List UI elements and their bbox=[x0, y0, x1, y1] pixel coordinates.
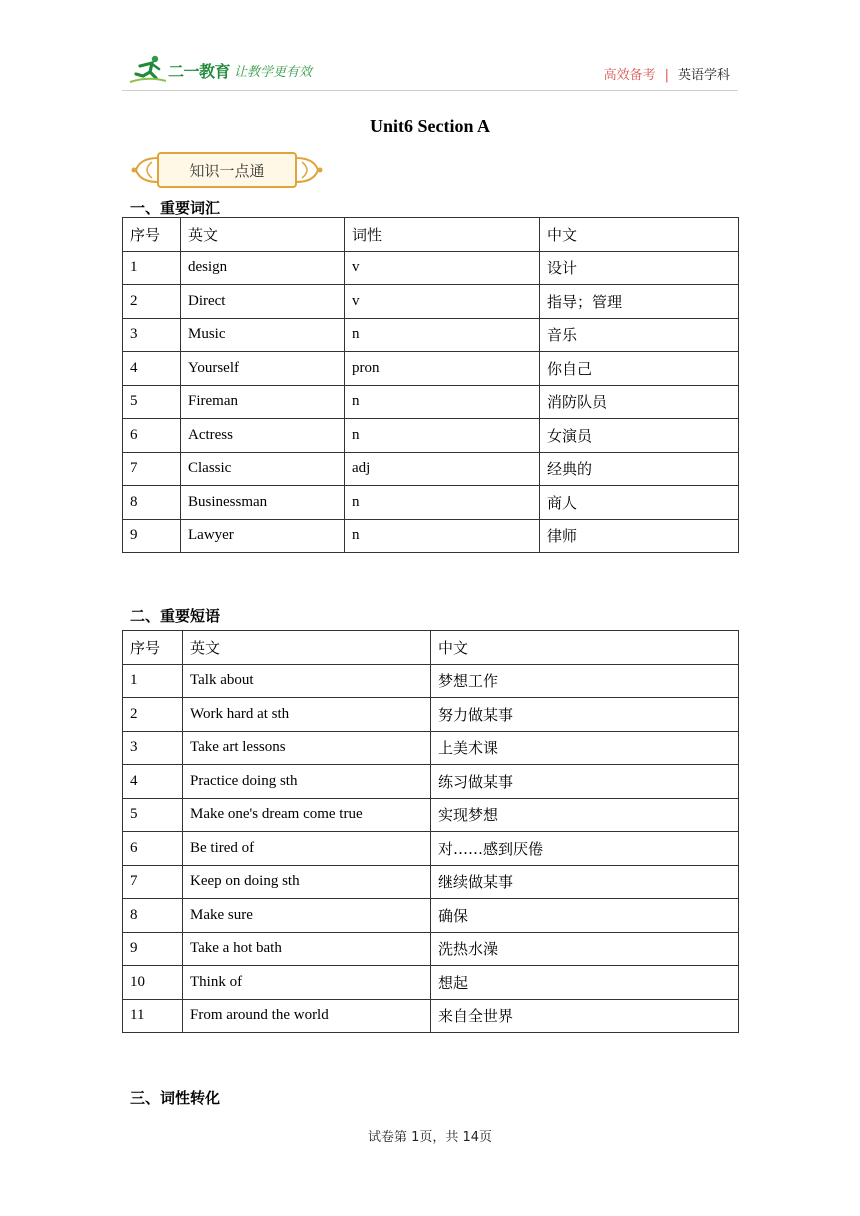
table-cell: Actress bbox=[181, 419, 345, 453]
column-header: 序号 bbox=[123, 218, 181, 252]
table-cell: 对……感到厌倦 bbox=[431, 832, 739, 866]
tag-separator: | bbox=[664, 68, 669, 83]
table-cell: 律师 bbox=[540, 519, 739, 553]
logo bbox=[128, 54, 312, 86]
page-footer: 试卷第 1页，共 14页 bbox=[367, 1130, 493, 1145]
table-row bbox=[123, 452, 739, 486]
section-heading-vocab: 一、重要词汇 bbox=[130, 199, 221, 217]
table-cell: Practice doing sth bbox=[183, 765, 431, 799]
table-cell: 继续做某事 bbox=[431, 865, 739, 899]
table-cell: 实现梦想 bbox=[431, 798, 739, 832]
table-cell: design bbox=[181, 251, 345, 285]
page-title: Unit6 Section A bbox=[369, 116, 490, 136]
table-cell: v bbox=[345, 251, 540, 285]
table-cell: 1 bbox=[123, 251, 181, 285]
table-cell: Yourself bbox=[181, 352, 345, 386]
table-cell: 9 bbox=[123, 932, 183, 966]
table-cell: 7 bbox=[123, 865, 183, 899]
table-row bbox=[123, 318, 739, 352]
table-cell: Direct bbox=[181, 285, 345, 319]
table-cell: 想起 bbox=[431, 966, 739, 1000]
table-cell: n bbox=[345, 486, 540, 520]
table-row bbox=[123, 486, 739, 520]
column-header: 中文 bbox=[540, 218, 739, 252]
table-cell: Be tired of bbox=[183, 832, 431, 866]
table-cell: 3 bbox=[123, 318, 181, 352]
table-row bbox=[123, 698, 739, 732]
table-cell: 6 bbox=[123, 419, 181, 453]
table-cell: 9 bbox=[123, 519, 181, 553]
table-cell: 经典的 bbox=[540, 452, 739, 486]
table-row bbox=[123, 519, 739, 553]
table-cell: Talk about bbox=[183, 664, 431, 698]
table-cell: 1 bbox=[123, 664, 183, 698]
table-cell: v bbox=[345, 285, 540, 319]
table-header-row bbox=[123, 631, 739, 665]
table-cell: n bbox=[345, 519, 540, 553]
table-cell: 上美术课 bbox=[431, 731, 739, 765]
table-cell: pron bbox=[345, 352, 540, 386]
table-cell: 8 bbox=[123, 899, 183, 933]
table-cell: From around the world bbox=[183, 999, 431, 1033]
table-cell: 确保 bbox=[431, 899, 739, 933]
table-row bbox=[123, 865, 739, 899]
banner-label: 知识一点通 bbox=[189, 161, 265, 180]
table-cell: 梦想工作 bbox=[431, 664, 739, 698]
column-header: 英文 bbox=[183, 631, 431, 665]
table-cell: Make sure bbox=[183, 899, 431, 933]
table-cell: n bbox=[345, 419, 540, 453]
tag-subject: 英语学科 bbox=[677, 68, 730, 83]
table-cell: n bbox=[345, 385, 540, 419]
table-header-row bbox=[123, 218, 739, 252]
table-row bbox=[123, 798, 739, 832]
table-cell: Work hard at sth bbox=[183, 698, 431, 732]
table-cell: Make one's dream come true bbox=[183, 798, 431, 832]
table-row bbox=[123, 251, 739, 285]
table-row bbox=[123, 664, 739, 698]
table-cell: Take art lessons bbox=[183, 731, 431, 765]
table-cell: 音乐 bbox=[540, 318, 739, 352]
table-cell: Think of bbox=[183, 966, 431, 1000]
logo-slogan: 让教学更有效 bbox=[234, 64, 313, 80]
table-cell: 努力做某事 bbox=[431, 698, 739, 732]
table-cell: 指导；管理 bbox=[540, 285, 739, 319]
table-row bbox=[123, 385, 739, 419]
logo-name: 二一教育 bbox=[168, 61, 231, 81]
table-cell: 设计 bbox=[540, 251, 739, 285]
table-cell: Classic bbox=[181, 452, 345, 486]
table-cell: Take a hot bath bbox=[183, 932, 431, 966]
table-cell: 10 bbox=[123, 966, 183, 1000]
table-cell: 练习做某事 bbox=[431, 765, 739, 799]
table-cell: Lawyer bbox=[181, 519, 345, 553]
table-row bbox=[123, 999, 739, 1033]
section-heading-conversion: 三、词性转化 bbox=[130, 1089, 221, 1107]
table-cell: 3 bbox=[123, 731, 183, 765]
table-row bbox=[123, 966, 739, 1000]
vocab-table bbox=[122, 217, 739, 553]
column-header: 序号 bbox=[123, 631, 183, 665]
table-cell: 11 bbox=[123, 999, 183, 1033]
table-cell: 6 bbox=[123, 832, 183, 866]
table-cell: adj bbox=[345, 452, 540, 486]
section-heading-phrases: 二、重要短语 bbox=[130, 607, 221, 625]
runner-logo-icon bbox=[128, 54, 168, 86]
page-header bbox=[122, 52, 738, 91]
tag-exam-prep: 高效备考 bbox=[603, 68, 656, 83]
table-row bbox=[123, 899, 739, 933]
phrase-table bbox=[122, 630, 739, 1033]
table-row bbox=[123, 352, 739, 386]
table-cell: Businessman bbox=[181, 486, 345, 520]
table-cell: 来自全世界 bbox=[431, 999, 739, 1033]
table-cell: 女演员 bbox=[540, 419, 739, 453]
table-cell: 4 bbox=[123, 352, 181, 386]
column-header: 词性 bbox=[345, 218, 540, 252]
table-row bbox=[123, 285, 739, 319]
table-cell: 2 bbox=[123, 698, 183, 732]
table-cell: 商人 bbox=[540, 486, 739, 520]
column-header: 英文 bbox=[181, 218, 345, 252]
table-cell: 5 bbox=[123, 798, 183, 832]
table-row bbox=[123, 419, 739, 453]
table-cell: Music bbox=[181, 318, 345, 352]
table-row bbox=[123, 832, 739, 866]
table-cell: 7 bbox=[123, 452, 181, 486]
table-cell: 你自己 bbox=[540, 352, 739, 386]
header-tags bbox=[604, 64, 730, 83]
table-cell: 5 bbox=[123, 385, 181, 419]
table-cell: Keep on doing sth bbox=[183, 865, 431, 899]
table-row bbox=[123, 731, 739, 765]
table-row bbox=[123, 932, 739, 966]
table-cell: 消防队员 bbox=[540, 385, 739, 419]
table-cell: 2 bbox=[123, 285, 181, 319]
table-cell: Fireman bbox=[181, 385, 345, 419]
table-row bbox=[123, 765, 739, 799]
column-header: 中文 bbox=[431, 631, 739, 665]
table-cell: 洗热水澡 bbox=[431, 932, 739, 966]
table-cell: 4 bbox=[123, 765, 183, 799]
table-cell: 8 bbox=[123, 486, 181, 520]
table-cell: n bbox=[345, 318, 540, 352]
